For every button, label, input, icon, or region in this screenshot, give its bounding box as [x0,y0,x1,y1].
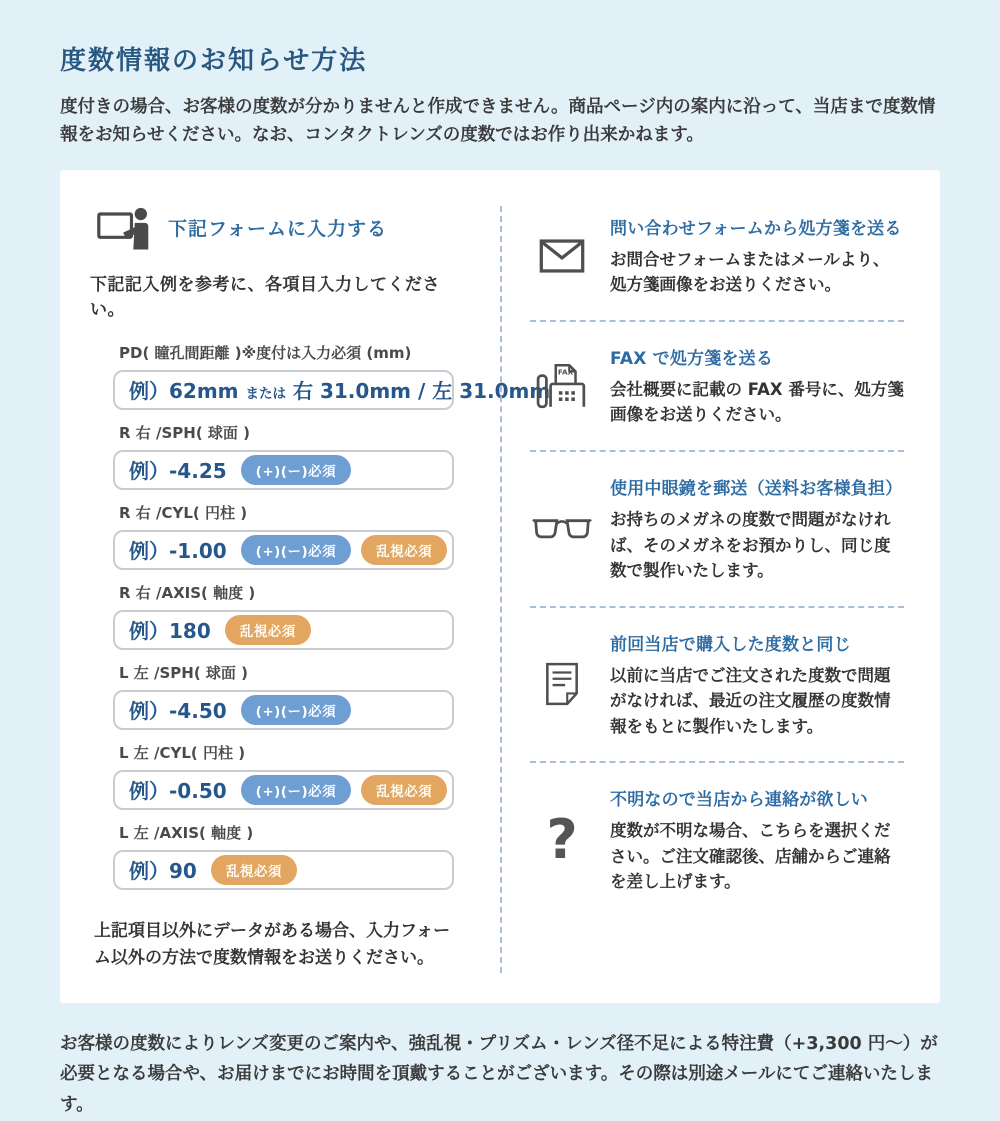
field-example [129,775,227,804]
method-item [530,606,904,762]
field-label: R 右 /CYL( 円柱 ) [119,503,248,522]
example-text: 右 31.0mm / 左 31.0mm [293,379,551,404]
form-field [113,662,454,730]
form-instruction: 下記記入例を参考に、各項目入力してください。 [90,274,440,320]
method-body: 度数が不明な場合、こちらを選択ください。ご注文確認後、店舗からご連絡を差し上げます。 [610,821,891,892]
form-fields [90,342,551,890]
field-label: L 左 /CYL( 円柱 ) [119,743,246,762]
example-text: または [245,386,287,403]
field-example [129,695,227,724]
method-heading: 前回当店で購入した度数と同じ [610,634,851,655]
example-input-box [113,770,454,810]
form-note: 上記項目以外にデータがある場合、入力フォーム以外の方法で度数情報をお送りください。 [94,920,451,969]
envelope-icon [530,238,594,274]
footer-note: お客様の度数によりレンズ変更のご案内や、強乱視・プリズム・レンズ径不足による特注費（+3,300 円〜）が必要となる場合や、お届けまでにお時間を頂戴することがございます。その際は別途メールにてご連絡いたします。 [60,1033,938,1115]
field-label: L 左 /SPH( 球面 ) [119,663,248,682]
form-column [60,206,551,973]
method-body: 会社概要に記載の FAX 番号に、処方箋画像をお送りください。 [610,379,904,425]
glasses-icon [530,517,594,541]
example-text: 例）-0.50 [129,779,227,804]
example-text: 例）62mm [129,379,239,404]
method-body: 以前に当店でご注文された度数で問題がなければ、最近の注文履歴の度数情報をもとに製作いたします。 [610,665,891,736]
plus-minus-badge: (+)(ー)必須 [241,775,352,805]
field-badges [241,695,352,725]
info-card [60,170,940,1003]
plus-minus-badge: (+)(ー)必須 [241,695,352,725]
field-example [129,455,227,484]
field-badges [211,855,297,885]
field-label: R 右 /SPH( 球面 ) [119,423,250,442]
plus-minus-badge: (+)(ー)必須 [241,535,352,565]
presenter-icon [96,206,152,250]
field-badges [241,455,352,485]
field-example [129,375,550,404]
document-icon [530,662,594,706]
example-text: 例）-1.00 [129,539,227,564]
field-badges [241,535,448,565]
field-label: L 左 /AXIS( 軸度 ) [119,823,254,842]
example-input-box [113,610,454,650]
field-example [129,535,227,564]
method-body: お問合せフォームまたはメールより、処方箋画像をお送りください。 [610,249,890,295]
example-text: 例）-4.50 [129,699,227,724]
field-badges [225,615,311,645]
form-heading: 下記フォームに入力する [168,218,388,241]
field-example [129,855,197,884]
question-icon: ? [546,808,578,872]
method-body: お持ちのメガネの度数で問題がなければ、そのメガネをお預かりし、同じ度数で製作いたします。 [610,509,891,581]
example-text: 例）180 [129,619,211,644]
form-field [113,342,551,410]
plus-minus-badge: (+)(ー)必須 [241,455,352,485]
method-item [530,761,904,917]
astigmatism-badge: 乱視必須 [211,855,297,885]
field-example [129,615,211,644]
page-title: 度数情報のお知らせ方法 [60,46,368,76]
example-text: 例）-4.25 [129,459,227,484]
example-input-box [113,370,551,410]
field-label: PD( 瞳孔間距離 )※度付は入力必須 (mm) [119,343,412,362]
form-field [113,822,454,890]
astigmatism-badge: 乱視必須 [361,535,447,565]
method-item [530,450,904,606]
astigmatism-badge: 乱視必須 [225,615,311,645]
form-field [113,582,454,650]
form-field [113,502,454,570]
method-heading: 不明なので当店から連絡が欲しい [610,790,868,811]
example-text: 例）90 [129,859,197,884]
example-input-box [113,530,454,570]
intro-text: 度付きの場合、お客様の度数が分かりませんと作成できません。商品ページ内の案内に沿って、当店まで度数情報をお知らせください。なお、コンタクトレンズの度数ではお作り出来かねます。 [60,97,936,146]
astigmatism-badge: 乱視必須 [361,775,447,805]
method-item [530,320,904,450]
form-header [90,206,454,250]
method-heading: FAX で処方箋を送る [610,348,774,369]
field-badges [241,775,448,805]
field-label: R 右 /AXIS( 軸度 ) [119,583,256,602]
form-field [113,422,454,490]
method-heading: 使用中眼鏡を郵送（送料お客様負担） [610,478,903,499]
fax-icon [530,361,594,411]
svg-text:FAX: FAX [557,367,574,377]
example-input-box [113,850,454,890]
method-heading: 問い合わせフォームから処方箋を送る [610,218,902,239]
method-item [530,206,904,320]
example-input-box [113,690,454,730]
example-input-box [113,450,454,490]
methods-column [500,206,940,973]
form-field [113,742,454,810]
